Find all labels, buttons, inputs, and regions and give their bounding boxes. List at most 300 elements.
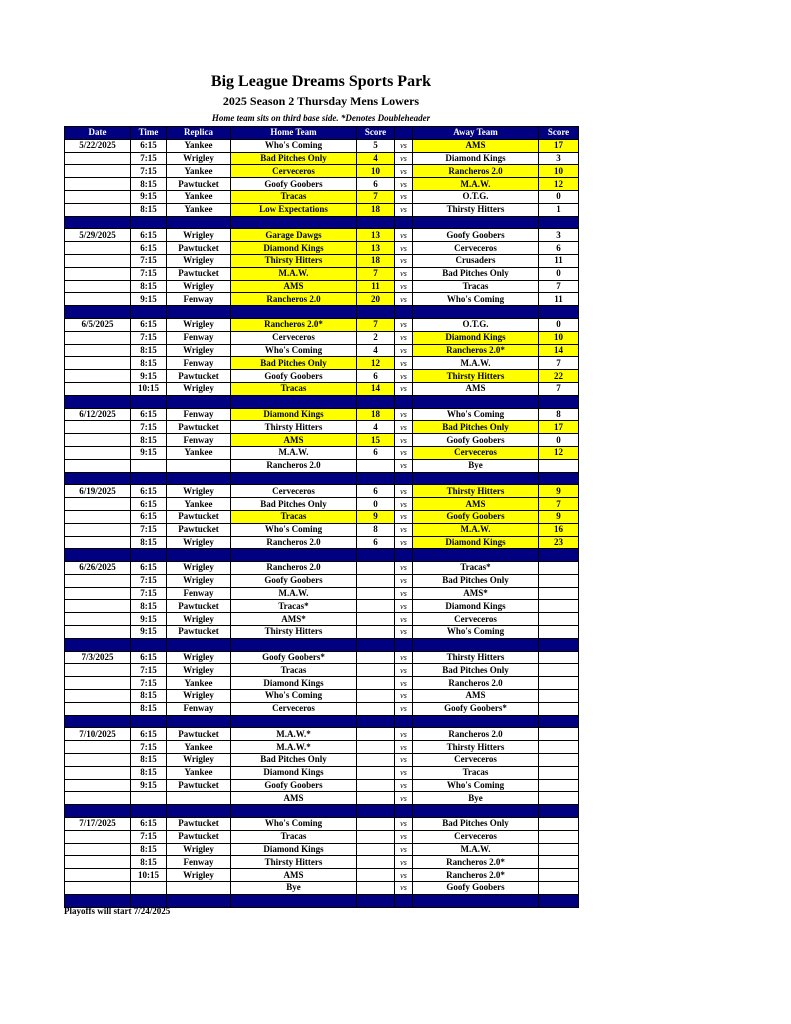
vs-cell: vs xyxy=(395,434,413,447)
time-cell xyxy=(131,882,167,895)
time-cell: 9:15 xyxy=(131,446,167,459)
separator-cell xyxy=(539,805,579,818)
home-team-cell: Goofy Goobers* xyxy=(231,651,357,664)
away-score-cell: 3 xyxy=(539,229,579,242)
home-team-cell: Diamond Kings xyxy=(231,843,357,856)
vs-cell: vs xyxy=(395,446,413,459)
away-team-cell: Cerveceros xyxy=(413,830,539,843)
separator-cell xyxy=(65,472,131,485)
date-cell xyxy=(65,357,131,370)
date-cell xyxy=(65,421,131,434)
table-row xyxy=(65,818,579,831)
replica-field-cell: Fenway xyxy=(167,434,231,447)
vs-cell: vs xyxy=(395,562,413,575)
time-cell: 8:15 xyxy=(131,754,167,767)
time-cell: 7:15 xyxy=(131,254,167,267)
home-score-cell xyxy=(357,728,395,741)
time-cell: 8:15 xyxy=(131,702,167,715)
away-score-cell: 7 xyxy=(539,357,579,370)
table-row xyxy=(65,690,579,703)
separator-cell xyxy=(539,472,579,485)
separator-cell xyxy=(167,395,231,408)
away-team-cell: Goofy Goobers xyxy=(413,229,539,242)
replica-field-cell: Wrigley xyxy=(167,754,231,767)
away-team-cell: Bad Pitches Only xyxy=(413,664,539,677)
date-cell: 6/12/2025 xyxy=(65,408,131,421)
replica-field-cell: Pawtucket xyxy=(167,818,231,831)
separator-cell xyxy=(167,638,231,651)
away-score-cell xyxy=(539,728,579,741)
replica-field-cell: Yankee xyxy=(167,677,231,690)
separator-cell xyxy=(231,472,357,485)
separator-cell xyxy=(413,472,539,485)
replica-field-cell: Fenway xyxy=(167,357,231,370)
away-team-cell: Rancheros 2.0 xyxy=(413,165,539,178)
replica-field-cell xyxy=(167,792,231,805)
home-team-cell: AMS xyxy=(231,792,357,805)
table-row xyxy=(65,498,579,511)
home-team-cell: Bad Pitches Only xyxy=(231,754,357,767)
date-cell xyxy=(65,536,131,549)
replica-field-cell: Pawtucket xyxy=(167,728,231,741)
away-score-cell xyxy=(539,741,579,754)
home-score-cell xyxy=(357,626,395,639)
vs-cell: vs xyxy=(395,626,413,639)
replica-field-cell: Wrigley xyxy=(167,318,231,331)
time-cell: 9:15 xyxy=(131,370,167,383)
separator-cell xyxy=(231,805,357,818)
away-score-cell: 17 xyxy=(539,139,579,152)
home-team-cell: Bye xyxy=(231,882,357,895)
date-cell xyxy=(65,869,131,882)
time-cell: 6:15 xyxy=(131,510,167,523)
vs-cell: vs xyxy=(395,165,413,178)
vs-cell: vs xyxy=(395,331,413,344)
away-score-cell: 10 xyxy=(539,165,579,178)
away-team-cell: AMS xyxy=(413,139,539,152)
time-cell: 6:15 xyxy=(131,139,167,152)
page-title: Big League Dreams Sports Park xyxy=(210,73,432,90)
home-team-cell: Diamond Kings xyxy=(231,677,357,690)
time-cell: 6:15 xyxy=(131,242,167,255)
home-score-cell: 14 xyxy=(357,382,395,395)
away-score-cell: 0 xyxy=(539,318,579,331)
replica-field-cell: Fenway xyxy=(167,408,231,421)
table-row xyxy=(65,459,579,472)
home-team-cell: AMS xyxy=(231,869,357,882)
time-cell: 8:15 xyxy=(131,434,167,447)
time-cell: 7:15 xyxy=(131,152,167,165)
home-team-cell: Low Expectations xyxy=(231,203,357,216)
vs-cell: vs xyxy=(395,280,413,293)
home-team-cell: M.A.W.* xyxy=(231,741,357,754)
separator-cell xyxy=(395,638,413,651)
separator-cell xyxy=(131,715,167,728)
home-team-cell: Rancheros 2.0 xyxy=(231,293,357,306)
separator-cell xyxy=(395,715,413,728)
away-score-cell xyxy=(539,818,579,831)
away-score-cell: 11 xyxy=(539,254,579,267)
table-row xyxy=(65,485,579,498)
away-score-cell xyxy=(539,792,579,805)
away-team-cell: O.T.G. xyxy=(413,318,539,331)
schedule-note: Home team sits on third base side. *Denotes Doubleheader xyxy=(211,113,431,123)
vs-cell: vs xyxy=(395,779,413,792)
home-score-cell xyxy=(357,600,395,613)
time-cell: 6:15 xyxy=(131,818,167,831)
away-score-cell xyxy=(539,830,579,843)
away-team-cell: AMS* xyxy=(413,587,539,600)
table-row xyxy=(65,562,579,575)
away-team-cell: Cerveceros xyxy=(413,446,539,459)
vs-cell: vs xyxy=(395,459,413,472)
table-row xyxy=(65,242,579,255)
replica-field-cell: Fenway xyxy=(167,702,231,715)
separator-cell xyxy=(167,306,231,319)
home-team-cell: Tracas* xyxy=(231,600,357,613)
vs-cell: vs xyxy=(395,203,413,216)
time-cell: 8:15 xyxy=(131,766,167,779)
replica-field-cell: Pawtucket xyxy=(167,242,231,255)
vs-cell: vs xyxy=(395,856,413,869)
replica-field-cell: Pawtucket xyxy=(167,267,231,280)
vs-cell: vs xyxy=(395,830,413,843)
home-score-cell xyxy=(357,843,395,856)
separator-cell xyxy=(131,638,167,651)
separator-cell xyxy=(413,805,539,818)
home-score-cell xyxy=(357,677,395,690)
replica-field-cell: Wrigley xyxy=(167,536,231,549)
replica-field-cell: Yankee xyxy=(167,446,231,459)
table-row xyxy=(65,728,579,741)
home-score-cell: 15 xyxy=(357,434,395,447)
time-cell: 7:15 xyxy=(131,165,167,178)
vs-cell: vs xyxy=(395,229,413,242)
vs-cell: vs xyxy=(395,651,413,664)
home-score-cell xyxy=(357,830,395,843)
time-cell: 8:15 xyxy=(131,856,167,869)
home-score-cell xyxy=(357,690,395,703)
home-score-cell: 18 xyxy=(357,254,395,267)
time-cell: 7:15 xyxy=(131,664,167,677)
vs-cell: vs xyxy=(395,421,413,434)
away-team-cell: Rancheros 2.0* xyxy=(413,856,539,869)
table-row xyxy=(65,344,579,357)
table-row xyxy=(65,152,579,165)
home-team-cell: Tracas xyxy=(231,510,357,523)
table-row xyxy=(65,741,579,754)
separator-cell xyxy=(167,472,231,485)
away-team-cell: Rancheros 2.0 xyxy=(413,677,539,690)
away-team-cell: Goofy Goobers xyxy=(413,882,539,895)
home-score-cell xyxy=(357,459,395,472)
home-score-cell: 6 xyxy=(357,536,395,549)
separator-cell xyxy=(413,306,539,319)
date-cell xyxy=(65,178,131,191)
away-score-cell: 9 xyxy=(539,485,579,498)
home-team-cell: M.A.W. xyxy=(231,267,357,280)
away-team-cell: Rancheros 2.0* xyxy=(413,869,539,882)
time-cell xyxy=(131,792,167,805)
table-row xyxy=(65,318,579,331)
away-team-cell: Crusaders xyxy=(413,254,539,267)
separator-cell xyxy=(395,549,413,562)
home-score-cell: 13 xyxy=(357,229,395,242)
week-separator-row xyxy=(65,306,579,319)
date-cell xyxy=(65,331,131,344)
home-score-cell: 6 xyxy=(357,370,395,383)
vs-cell: vs xyxy=(395,766,413,779)
separator-cell xyxy=(131,549,167,562)
separator-cell xyxy=(357,216,395,229)
away-team-cell: Cerveceros xyxy=(413,242,539,255)
replica-field-cell: Wrigley xyxy=(167,869,231,882)
replica-field-cell: Pawtucket xyxy=(167,510,231,523)
separator-cell xyxy=(131,216,167,229)
time-cell: 7:15 xyxy=(131,267,167,280)
replica-field-cell: Wrigley xyxy=(167,254,231,267)
replica-field-cell: Yankee xyxy=(167,741,231,754)
date-cell xyxy=(65,843,131,856)
separator-cell xyxy=(395,395,413,408)
table-row xyxy=(65,370,579,383)
time-cell: 7:15 xyxy=(131,421,167,434)
schedule-table xyxy=(64,126,579,908)
separator-cell xyxy=(395,306,413,319)
home-score-cell xyxy=(357,702,395,715)
col-header-home-score: Score xyxy=(357,127,395,140)
time-cell: 6:15 xyxy=(131,498,167,511)
table-row xyxy=(65,280,579,293)
replica-field-cell: Yankee xyxy=(167,165,231,178)
away-score-cell: 8 xyxy=(539,408,579,421)
away-score-cell: 9 xyxy=(539,510,579,523)
col-header-time: Time xyxy=(131,127,167,140)
separator-cell xyxy=(231,894,357,907)
table-row xyxy=(65,702,579,715)
separator-cell xyxy=(395,472,413,485)
date-cell xyxy=(65,242,131,255)
vs-cell: vs xyxy=(395,510,413,523)
time-cell: 6:15 xyxy=(131,229,167,242)
separator-cell xyxy=(413,549,539,562)
time-cell: 8:15 xyxy=(131,536,167,549)
separator-cell xyxy=(65,549,131,562)
date-cell: 5/22/2025 xyxy=(65,139,131,152)
separator-cell xyxy=(167,549,231,562)
playoffs-note: Playoffs will start 7/24/2025 xyxy=(64,906,171,916)
table-row xyxy=(65,139,579,152)
col-header-vs xyxy=(395,127,413,140)
vs-cell: vs xyxy=(395,293,413,306)
vs-cell: vs xyxy=(395,754,413,767)
away-team-cell: Rancheros 2.0* xyxy=(413,344,539,357)
separator-cell xyxy=(539,894,579,907)
away-team-cell: Bad Pitches Only xyxy=(413,818,539,831)
away-score-cell xyxy=(539,882,579,895)
week-separator-row xyxy=(65,638,579,651)
away-score-cell: 0 xyxy=(539,434,579,447)
away-team-cell: M.A.W. xyxy=(413,357,539,370)
replica-field-cell xyxy=(167,882,231,895)
away-score-cell xyxy=(539,869,579,882)
date-cell xyxy=(65,741,131,754)
home-score-cell xyxy=(357,754,395,767)
separator-cell xyxy=(65,306,131,319)
page-subtitle: 2025 Season 2 Thursday Mens Lowers xyxy=(222,94,420,108)
time-cell: 7:15 xyxy=(131,523,167,536)
away-team-cell: Bye xyxy=(413,792,539,805)
home-team-cell: Tracas xyxy=(231,382,357,395)
table-row xyxy=(65,651,579,664)
replica-field-cell: Pawtucket xyxy=(167,830,231,843)
table-row xyxy=(65,779,579,792)
vs-cell: vs xyxy=(395,485,413,498)
time-cell: 9:15 xyxy=(131,626,167,639)
date-cell xyxy=(65,280,131,293)
away-score-cell xyxy=(539,754,579,767)
home-score-cell: 2 xyxy=(357,331,395,344)
home-score-cell: 10 xyxy=(357,165,395,178)
away-score-cell: 0 xyxy=(539,267,579,280)
home-score-cell xyxy=(357,664,395,677)
replica-field-cell: Pawtucket xyxy=(167,523,231,536)
home-team-cell: Thirsty Hitters xyxy=(231,254,357,267)
separator-cell xyxy=(413,395,539,408)
replica-field-cell: Yankee xyxy=(167,190,231,203)
home-team-cell: Thirsty Hitters xyxy=(231,421,357,434)
separator-cell xyxy=(167,216,231,229)
home-score-cell: 7 xyxy=(357,318,395,331)
away-team-cell: Tracas xyxy=(413,280,539,293)
away-team-cell: Bye xyxy=(413,459,539,472)
col-header-away-team: Away Team xyxy=(413,127,539,140)
replica-field-cell: Pawtucket xyxy=(167,626,231,639)
table-row xyxy=(65,677,579,690)
vs-cell: vs xyxy=(395,587,413,600)
table-row xyxy=(65,382,579,395)
date-cell xyxy=(65,600,131,613)
away-team-cell: Who's Coming xyxy=(413,779,539,792)
home-team-cell: AMS xyxy=(231,434,357,447)
replica-field-cell: Wrigley xyxy=(167,613,231,626)
home-score-cell xyxy=(357,651,395,664)
home-team-cell: Who's Coming xyxy=(231,139,357,152)
home-team-cell: Rancheros 2.0 xyxy=(231,459,357,472)
col-header-date: Date xyxy=(65,127,131,140)
separator-cell xyxy=(539,638,579,651)
table-row xyxy=(65,574,579,587)
away-team-cell: M.A.W. xyxy=(413,843,539,856)
home-team-cell: Goofy Goobers xyxy=(231,779,357,792)
time-cell: 8:15 xyxy=(131,178,167,191)
away-score-cell xyxy=(539,766,579,779)
table-row xyxy=(65,510,579,523)
vs-cell: vs xyxy=(395,242,413,255)
table-header-row xyxy=(65,127,579,140)
away-team-cell: Cerveceros xyxy=(413,754,539,767)
separator-cell xyxy=(357,395,395,408)
vs-cell: vs xyxy=(395,344,413,357)
away-score-cell xyxy=(539,702,579,715)
week-separator-row xyxy=(65,549,579,562)
date-cell xyxy=(65,830,131,843)
separator-cell xyxy=(357,805,395,818)
vs-cell: vs xyxy=(395,677,413,690)
date-cell xyxy=(65,677,131,690)
vs-cell: vs xyxy=(395,613,413,626)
vs-cell: vs xyxy=(395,190,413,203)
replica-field-cell: Yankee xyxy=(167,766,231,779)
vs-cell: vs xyxy=(395,843,413,856)
time-cell: 6:15 xyxy=(131,728,167,741)
home-team-cell: Tracas xyxy=(231,190,357,203)
date-cell xyxy=(65,690,131,703)
away-score-cell xyxy=(539,779,579,792)
home-team-cell: Rancheros 2.0 xyxy=(231,562,357,575)
time-cell: 7:15 xyxy=(131,331,167,344)
time-cell: 8:15 xyxy=(131,203,167,216)
time-cell: 6:15 xyxy=(131,318,167,331)
time-cell: 6:15 xyxy=(131,651,167,664)
separator-cell xyxy=(65,216,131,229)
table-row xyxy=(65,190,579,203)
home-score-cell xyxy=(357,856,395,869)
vs-cell: vs xyxy=(395,382,413,395)
date-cell xyxy=(65,792,131,805)
away-team-cell: AMS xyxy=(413,498,539,511)
vs-cell: vs xyxy=(395,574,413,587)
table-row xyxy=(65,856,579,869)
date-cell xyxy=(65,766,131,779)
time-cell: 8:15 xyxy=(131,690,167,703)
away-team-cell: Rancheros 2.0 xyxy=(413,728,539,741)
home-team-cell: Bad Pitches Only xyxy=(231,357,357,370)
home-team-cell: Tracas xyxy=(231,664,357,677)
replica-field-cell: Pawtucket xyxy=(167,370,231,383)
week-separator-row xyxy=(65,715,579,728)
replica-field-cell: Wrigley xyxy=(167,280,231,293)
separator-cell xyxy=(395,894,413,907)
away-team-cell: Diamond Kings xyxy=(413,152,539,165)
home-score-cell xyxy=(357,882,395,895)
separator-cell xyxy=(167,805,231,818)
date-cell xyxy=(65,856,131,869)
separator-cell xyxy=(539,715,579,728)
away-score-cell: 12 xyxy=(539,178,579,191)
home-team-cell: Tracas xyxy=(231,830,357,843)
vs-cell: vs xyxy=(395,818,413,831)
separator-cell xyxy=(539,216,579,229)
home-score-cell xyxy=(357,741,395,754)
away-score-cell: 12 xyxy=(539,446,579,459)
replica-field-cell: Yankee xyxy=(167,498,231,511)
separator-cell xyxy=(131,805,167,818)
table-row xyxy=(65,331,579,344)
time-cell: 9:15 xyxy=(131,779,167,792)
table-row xyxy=(65,408,579,421)
away-score-cell xyxy=(539,664,579,677)
table-row xyxy=(65,357,579,370)
vs-cell: vs xyxy=(395,869,413,882)
col-header-away-score: Score xyxy=(539,127,579,140)
separator-cell xyxy=(167,894,231,907)
date-cell xyxy=(65,613,131,626)
away-score-cell xyxy=(539,459,579,472)
away-team-cell: Tracas* xyxy=(413,562,539,575)
home-score-cell xyxy=(357,613,395,626)
away-score-cell: 11 xyxy=(539,293,579,306)
